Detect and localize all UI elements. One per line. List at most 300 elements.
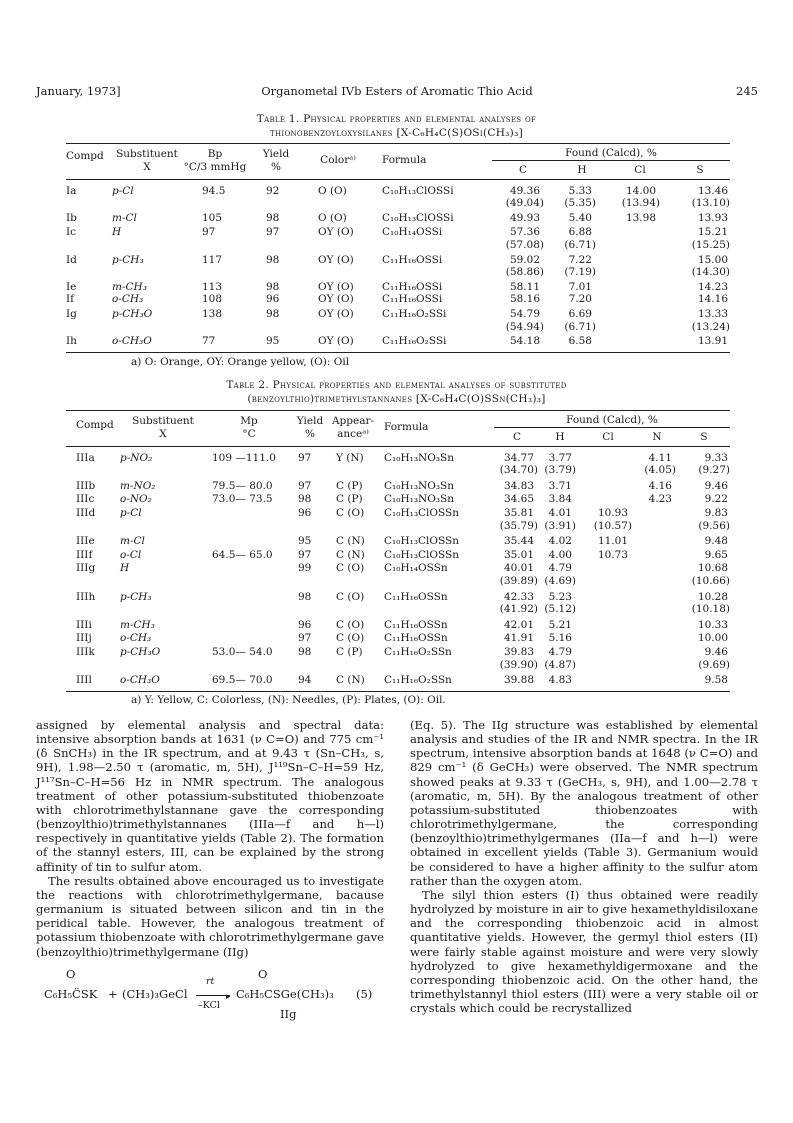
h-cell: 4.01 [548, 507, 572, 520]
mp-cell [206, 532, 292, 548]
cl-cell: 14.00 [625, 184, 656, 197]
empty-cell [372, 197, 492, 210]
empty-cell [248, 239, 304, 252]
cl-calcd-cell [580, 659, 636, 672]
n-cell [636, 506, 678, 520]
s-cell: 9.48 [704, 535, 728, 548]
yield-cell: 98 [266, 253, 280, 266]
empty-cell [112, 197, 182, 210]
empty-cell [206, 464, 292, 477]
s-calcd-cell: (9.27) [698, 464, 730, 477]
bp-cell: 117 [202, 253, 223, 266]
eq-plus: + [108, 986, 118, 1001]
cl-cell: 13.98 [625, 211, 656, 224]
compd-cell: Ib [66, 211, 77, 224]
table-row-calcd [66, 197, 730, 210]
table-row [66, 561, 730, 575]
table-row [66, 616, 730, 632]
cl-calcd-cell [610, 239, 670, 252]
left-paragraph-1: assigned by elemental analysis and spectral data: intensive absorption bands at 1631 (ν C=O) and 775 cm⁻¹ (δ SnCH₃) in the IR spectrum, and at 9.43 τ (Sn–CH₃, s, 9H), 1.98—2.50 τ (aromatic, m, 5H), J¹¹⁹Sn–C–H=59 Hz, J¹¹⁷Sn–C–H=56 Hz in NMR spectrum. The analogous treatment of other potassium-substituted thiobenzoate with chlorotrimethylstannane gave the corresponding (benzoylthio)trimethylstannanes (IIIa—f and h—l) respectively in quantitative yields (Table 2). The formation of the stannyl esters, III, can be explained by the strong affinity of tin to sulfur atom. [36, 718, 384, 874]
s-cell: 9.65 [704, 548, 728, 561]
cl-cell: 11.01 [597, 535, 628, 548]
color-cell: OY (O) [318, 335, 354, 348]
cl-cell [610, 306, 670, 321]
t2-head-s: S [678, 428, 730, 447]
mp-cell [206, 616, 292, 632]
cl-cell [580, 671, 636, 691]
substituent-cell: p-CH₃ [112, 253, 144, 266]
empty-cell [292, 575, 328, 588]
s-cell: 15.21 [697, 226, 728, 239]
h-cell: 6.58 [568, 335, 592, 348]
formula-cell: C₁₁H₁₆OSSi [382, 280, 443, 293]
cl-cell [580, 446, 636, 464]
n-calcd-cell [636, 575, 678, 588]
t1-head-c: C [492, 161, 554, 180]
eq-condition-top: rt [206, 975, 215, 987]
s-cell: 13.93 [697, 211, 728, 224]
appearance-cell: C (P) [336, 646, 363, 658]
s-cell: 9.22 [704, 493, 728, 506]
compd-cell: IIIa [76, 451, 95, 464]
cl-calcd-cell [580, 464, 636, 477]
h-cell: 5.40 [568, 211, 592, 224]
compd-cell: IIIe [76, 535, 95, 548]
c-cell: 35.44 [503, 535, 534, 548]
appearance-cell: C (N) [336, 548, 365, 561]
empty-cell [112, 321, 182, 334]
c-cell: 59.02 [509, 253, 540, 266]
c-calcd-cell: (34.70) [499, 464, 538, 477]
appearance-cell: C (P) [336, 479, 363, 492]
compd-cell: Ie [66, 280, 77, 293]
empty-cell [120, 464, 206, 477]
s-calcd-cell: (9.56) [698, 519, 730, 532]
t2-head-n: N [636, 428, 678, 447]
empty-cell [372, 266, 492, 279]
running-header [36, 84, 758, 100]
table-row [66, 548, 730, 562]
empty-cell [292, 464, 328, 477]
n-cell [636, 671, 678, 691]
empty-cell [182, 239, 248, 252]
table-row [66, 532, 730, 548]
h-cell: 3.77 [548, 451, 572, 464]
cl-calcd-cell: (13.94) [621, 197, 660, 210]
right-paragraph-1: (Eq. 5). The IIg structure was established by elemental analysis and studies of the IR and NMR spectra. In the IR spectrum, intensive absorption bands at 1648 (ν C=O) and 829 cm⁻¹ (δ GeCH₃) were observed. The NMR spectrum showed peaks at 9.33 τ (GeCH₃, s, 9H), and 1.00—2.78 τ (aromatic, m, 5H). By the analogous treatment of other potassium-substituted thiobenzoates with chlorotrimethylgermane, the corresponding (benzoylthio)trimethylgermanes (IIa—f and h—l) were obtained in excellent yields (Table 3). Germanium would be considered to have a higher affinity to the sulfur atom rather than the oxygen atom. [410, 718, 758, 888]
c-cell: 49.93 [509, 211, 540, 224]
yield-cell: 92 [266, 184, 280, 197]
formula-cell: C₁₁H₁₆OSSn [384, 632, 448, 645]
empty-cell [304, 321, 372, 334]
t1-head-bp: Bp [207, 148, 223, 160]
empty-cell [328, 575, 378, 588]
c-cell: 34.83 [503, 479, 534, 492]
substituent-cell: o-NO₂ [120, 493, 152, 506]
t1-head-s: S [670, 161, 730, 180]
n-cell: 4.16 [648, 479, 672, 492]
header-date: January, 1973] [36, 84, 121, 98]
substituent-cell: m-NO₂ [120, 479, 156, 492]
appearance-cell: C (O) [336, 562, 365, 575]
s-cell: 10.28 [697, 590, 728, 603]
t2-head-formula: Formula [384, 421, 429, 433]
t1-head-found: Found (Calcd), % [565, 147, 657, 159]
empty-cell [304, 239, 372, 252]
c-calcd-cell: (57.08) [505, 239, 544, 252]
c-calcd-cell: (58.86) [505, 266, 544, 279]
table-row-calcd [66, 239, 730, 252]
n-cell [636, 616, 678, 632]
empty-cell [182, 266, 248, 279]
h-calcd-cell: (3.79) [544, 464, 576, 477]
bp-cell: 108 [202, 293, 223, 306]
yield-cell: 98 [266, 280, 280, 293]
formula-cell: C₁₀H₁₃ClOSSi [382, 184, 454, 197]
empty-cell [66, 239, 112, 252]
c-cell: 57.36 [509, 226, 540, 239]
h-calcd-cell: (5.12) [544, 603, 576, 616]
h-cell: 4.02 [548, 535, 572, 548]
c-cell: 34.77 [503, 451, 534, 464]
t1-head-yield-unit: % [271, 160, 281, 173]
empty-cell [328, 464, 378, 477]
appearance-cell: C (O) [336, 618, 365, 631]
empty-cell [206, 575, 292, 588]
appearance-cell: C (O) [336, 590, 365, 603]
h-cell: 4.00 [548, 548, 572, 561]
t2-head-found: Found (Calcd), % [566, 414, 658, 426]
cl-calcd-cell [610, 266, 670, 279]
h-cell: 3.71 [548, 479, 572, 492]
h-cell: 7.20 [568, 293, 592, 306]
formula-cell: C₁₁H₁₆O₂SSn [384, 646, 452, 658]
s-cell: 9.83 [704, 507, 728, 520]
table-row [66, 210, 730, 225]
table-row [66, 477, 730, 493]
substituent-cell: m-Cl [120, 535, 145, 548]
t1-head-h: H [554, 161, 610, 180]
formula-cell: C₁₀H₁₃ClOSSi [382, 211, 454, 224]
h-calcd-cell: (7.19) [564, 266, 596, 279]
empty-cell [66, 321, 112, 334]
s-calcd-cell: (14.30) [691, 266, 730, 279]
cl-cell [610, 333, 670, 352]
empty-cell [66, 266, 112, 279]
cl-cell [610, 293, 670, 306]
table-row-calcd [66, 575, 730, 588]
c-cell: 54.18 [509, 335, 540, 348]
empty-cell [66, 659, 120, 672]
s-cell: 14.23 [697, 280, 728, 293]
right-column [410, 718, 758, 1015]
substituent-cell: o-CH₃O [112, 335, 152, 348]
c-calcd-cell: (39.90) [499, 658, 538, 671]
t2-head-mp: Mp [240, 415, 258, 427]
t2-head-yield: Yield [296, 415, 324, 427]
formula-cell: C₁₀H₁₄OSSn [384, 562, 448, 575]
formula-cell: C₁₁H₁₆O₂SSi [382, 335, 447, 348]
appearance-cell: C (O) [336, 632, 365, 645]
formula-cell: C₁₁H₁₆OSSi [382, 293, 443, 306]
cl-cell [580, 645, 636, 659]
s-calcd-cell: (10.66) [691, 575, 730, 588]
s-calcd-cell: (10.18) [691, 603, 730, 616]
eq-product: C₆H₅CSGe(CH₃)₃ [236, 986, 334, 1001]
empty-cell [304, 266, 372, 279]
yield-cell: 95 [266, 335, 280, 348]
cl-calcd-cell: (10.57) [593, 519, 632, 532]
compd-cell: IIIi [76, 618, 92, 631]
compd-cell: IIId [76, 507, 96, 520]
appearance-cell: Y (N) [336, 451, 364, 464]
table2-footnote: a) Y: Yellow, C: Colorless, (N): Needles, (P): Plates, (O): Oil. [131, 694, 446, 706]
s-calcd-cell: (9.69) [698, 658, 730, 671]
compd-cell: IIIl [76, 674, 92, 687]
c-calcd-cell: (41.92) [499, 603, 538, 616]
empty-cell [206, 520, 292, 533]
n-calcd-cell [636, 603, 678, 616]
compd-cell: Id [66, 253, 77, 266]
t2-head-appearance: Appear- [331, 415, 375, 427]
empty-cell [292, 603, 328, 616]
empty-cell [248, 266, 304, 279]
empty-cell [206, 659, 292, 672]
cl-cell [580, 616, 636, 632]
c-cell: 42.33 [503, 590, 534, 603]
h-cell: 7.22 [568, 253, 592, 266]
h-cell: 4.83 [548, 674, 572, 687]
table-row [66, 506, 730, 520]
table1-footnote: a) O: Orange, OY: Orange yellow, (O): Oil [131, 356, 350, 368]
appearance-cell: C (N) [336, 535, 365, 548]
formula-cell: C₁₀H₁₃ClOSSn [384, 535, 459, 548]
cl-cell: 10.73 [597, 548, 628, 561]
h-cell: 6.69 [568, 308, 592, 321]
appearance-cell: C (P) [336, 493, 363, 506]
t2-head-appearance-sub: anceᵃ⁾ [337, 427, 369, 440]
t2-head-compd: Compd [76, 419, 114, 431]
table1-caption-line2: thionobenzoyloxysilanes [X-C₆H₄C(S)OSi(CH₃)₃] [270, 127, 523, 139]
equation-5 [36, 963, 384, 1027]
empty-cell [206, 603, 292, 616]
empty-cell [182, 197, 248, 210]
h-calcd-cell: (6.71) [564, 239, 596, 252]
eq-reactant-1: C₆H₅C̈SK [44, 986, 98, 1001]
empty-cell [292, 659, 328, 672]
mp-cell [206, 631, 292, 645]
t2-head-mp-unit: °C [242, 427, 256, 440]
substituent-cell: o-CH₃ [112, 293, 144, 306]
table-row [66, 446, 730, 464]
formula-cell: C₁₀H₁₃ClOSSn [384, 507, 459, 520]
left-paragraph-2: The results obtained above encouraged us to investigate the reactions with chlorotrimethylgermane, bacause germanium is situated between silicon and tin in the peridical table. However, the analogous treatment of potassium thiobenzoate with chlorotrimethylgermane gave (benzoylthio)trimethylgermane (IIg) [36, 873, 384, 959]
compd-cell: IIIf [76, 548, 93, 561]
mp-cell [206, 561, 292, 575]
cl-cell [580, 588, 636, 604]
table2-caption-line1: Table 2. Physical properties and elemental analyses of substituted [226, 379, 567, 391]
empty-cell [112, 239, 182, 252]
s-calcd-cell: (13.24) [691, 320, 730, 333]
yield-cell: 97 [266, 226, 280, 239]
empty-cell [120, 603, 206, 616]
yield-cell: 96 [266, 293, 280, 306]
c-calcd-cell: (39.89) [499, 575, 538, 588]
table1-caption-line1: Table 1. Physical properties and elemental analyses of [256, 113, 537, 125]
compd-cell: Ih [66, 335, 77, 348]
h-calcd-cell: (5.35) [564, 197, 596, 210]
s-cell: 15.00 [697, 253, 728, 266]
compd-cell: If [66, 293, 75, 306]
cl-calcd-cell [610, 321, 670, 334]
bp-cell: 113 [202, 280, 223, 293]
bp-cell: 77 [202, 335, 216, 348]
eq-number: (5) [356, 986, 373, 1001]
c-cell: 34.65 [503, 493, 534, 506]
compd-cell: Ig [66, 308, 77, 321]
h-cell: 6.88 [568, 226, 592, 239]
table-row-calcd [66, 659, 730, 672]
color-cell: OY (O) [318, 280, 354, 293]
s-calcd-cell: (13.10) [691, 197, 730, 210]
substituent-cell: p-CH₃O [112, 308, 153, 321]
eq-product-label: IIg [280, 1006, 297, 1021]
n-cell [636, 631, 678, 645]
empty-cell [372, 321, 492, 334]
cl-calcd-cell [580, 575, 636, 588]
formula-cell: C₁₁H₁₆O₂SSi [382, 308, 447, 321]
empty-cell [112, 266, 182, 279]
bp-cell: 138 [202, 308, 223, 321]
h-cell: 5.33 [568, 184, 592, 197]
empty-cell [66, 520, 120, 533]
t1-head-bp-unit: °C/3 mmHg [183, 160, 247, 173]
compd-cell: Ia [66, 184, 77, 197]
table-row [66, 645, 730, 659]
table-row [66, 492, 730, 506]
n-calcd-cell [636, 520, 678, 533]
yield-cell: 97 [298, 632, 312, 645]
cl-cell [610, 252, 670, 267]
h-cell: 5.16 [548, 632, 572, 645]
empty-cell [378, 520, 494, 533]
s-cell: 9.46 [704, 646, 728, 658]
empty-cell [378, 464, 494, 477]
mp-cell: 79.5— 80.0 [212, 479, 273, 492]
table-row [66, 588, 730, 604]
t1-head-substituent: Substituent [116, 148, 178, 160]
appearance-cell: C (O) [336, 507, 365, 520]
right-paragraph-2: The silyl thion esters (I) thus obtained were readily hydrolyzed by moisture in air to give hexamethyldisiloxane and the corresponding thiobenzoic acid in almost quantitative yields. However, the germyl thiol esters (II) were fairly stable against moisture and were very slowly hydrolyzed to give hexamethyldigermoxane and the corresponding thiobenzoic acid. On the other hand, the trimethylstannyl thiol esters (III) were a very stable oil or crystals which could be recrystallized [410, 887, 758, 1016]
h-cell: 3.84 [548, 493, 572, 506]
h-cell: 5.23 [548, 590, 572, 603]
eq-oxygen-right: O [258, 966, 268, 981]
n-cell [636, 548, 678, 562]
color-cell: OY (O) [318, 293, 354, 306]
yield-cell: 96 [298, 507, 312, 520]
bp-cell: 94.5 [202, 184, 226, 197]
empty-cell [120, 659, 206, 672]
cl-cell [610, 224, 670, 239]
t1-head-yield: Yield [262, 148, 290, 160]
table1 [66, 143, 730, 353]
color-cell: OY (O) [318, 308, 354, 321]
formula-cell: C₁₁H₁₆OSSn [384, 590, 448, 603]
n-calcd-cell: (4.05) [644, 464, 676, 477]
c-calcd-cell: (35.79) [499, 519, 538, 532]
substituent-cell: p-Cl [112, 184, 134, 197]
c-calcd-cell: (54.94) [505, 320, 544, 333]
substituent-cell: m-Cl [112, 211, 137, 224]
empty-cell [66, 464, 120, 477]
formula-cell: C₁₀H₁₃ClOSSn [384, 548, 459, 561]
empty-cell [328, 603, 378, 616]
t2-head-substituent-x: X [159, 427, 167, 440]
c-cell: 58.16 [509, 293, 540, 306]
color-cell: O (O) [318, 211, 347, 224]
empty-cell [66, 197, 112, 210]
empty-cell [378, 603, 494, 616]
h-cell: 4.79 [548, 562, 572, 575]
table-row [66, 252, 730, 267]
table-row [66, 293, 730, 306]
substituent-cell: o-CH₃ [120, 632, 152, 645]
formula-cell: C₁₀H₁₃NO₃Sn [384, 493, 454, 506]
formula-cell: C₁₁H₁₆OSSi [382, 253, 443, 266]
c-cell: 39.88 [503, 674, 534, 687]
table-row-calcd [66, 266, 730, 279]
t2-head-yield-unit: % [305, 427, 315, 440]
bp-cell: 105 [202, 211, 223, 224]
h-calcd-cell: (3.91) [544, 519, 576, 532]
table-row-calcd [66, 321, 730, 334]
t2-head-h: H [540, 428, 580, 447]
compd-cell: IIIh [76, 590, 96, 603]
table-row [66, 306, 730, 321]
page-number: 245 [736, 84, 758, 98]
mp-cell [206, 506, 292, 520]
eq-oxygen-left: O [66, 966, 76, 981]
mp-cell: 53.0— 54.0 [212, 646, 273, 658]
table-row [66, 224, 730, 239]
t1-head-formula: Formula [382, 154, 427, 166]
empty-cell [120, 575, 206, 588]
cl-cell [580, 561, 636, 575]
c-cell: 49.36 [509, 184, 540, 197]
c-cell: 42.01 [503, 618, 534, 631]
table-row [66, 631, 730, 645]
formula-cell: C₁₀H₁₄OSSi [382, 226, 443, 239]
s-cell: 9.58 [704, 674, 728, 687]
mp-cell: 69.5— 70.0 [212, 674, 273, 687]
bp-cell: 97 [202, 226, 216, 239]
substituent-cell: m-CH₃ [120, 618, 155, 631]
mp-cell: 64.5— 65.0 [212, 548, 273, 561]
formula-cell: C₁₁H₁₆O₂SSn [384, 674, 452, 687]
empty-cell [248, 321, 304, 334]
compd-cell: IIIc [76, 493, 95, 506]
t2-head-c: C [494, 428, 540, 447]
substituent-cell: m-CH₃ [112, 280, 147, 293]
substituent-cell: p-CH₃O [120, 646, 161, 658]
table-row [66, 671, 730, 691]
cl-calcd-cell [580, 603, 636, 616]
h-calcd-cell: (4.69) [544, 575, 576, 588]
t2-head-cl: Cl [580, 428, 636, 447]
mp-cell: 109 —111.0 [212, 451, 276, 464]
c-cell: 35.01 [503, 548, 534, 561]
empty-cell [182, 321, 248, 334]
